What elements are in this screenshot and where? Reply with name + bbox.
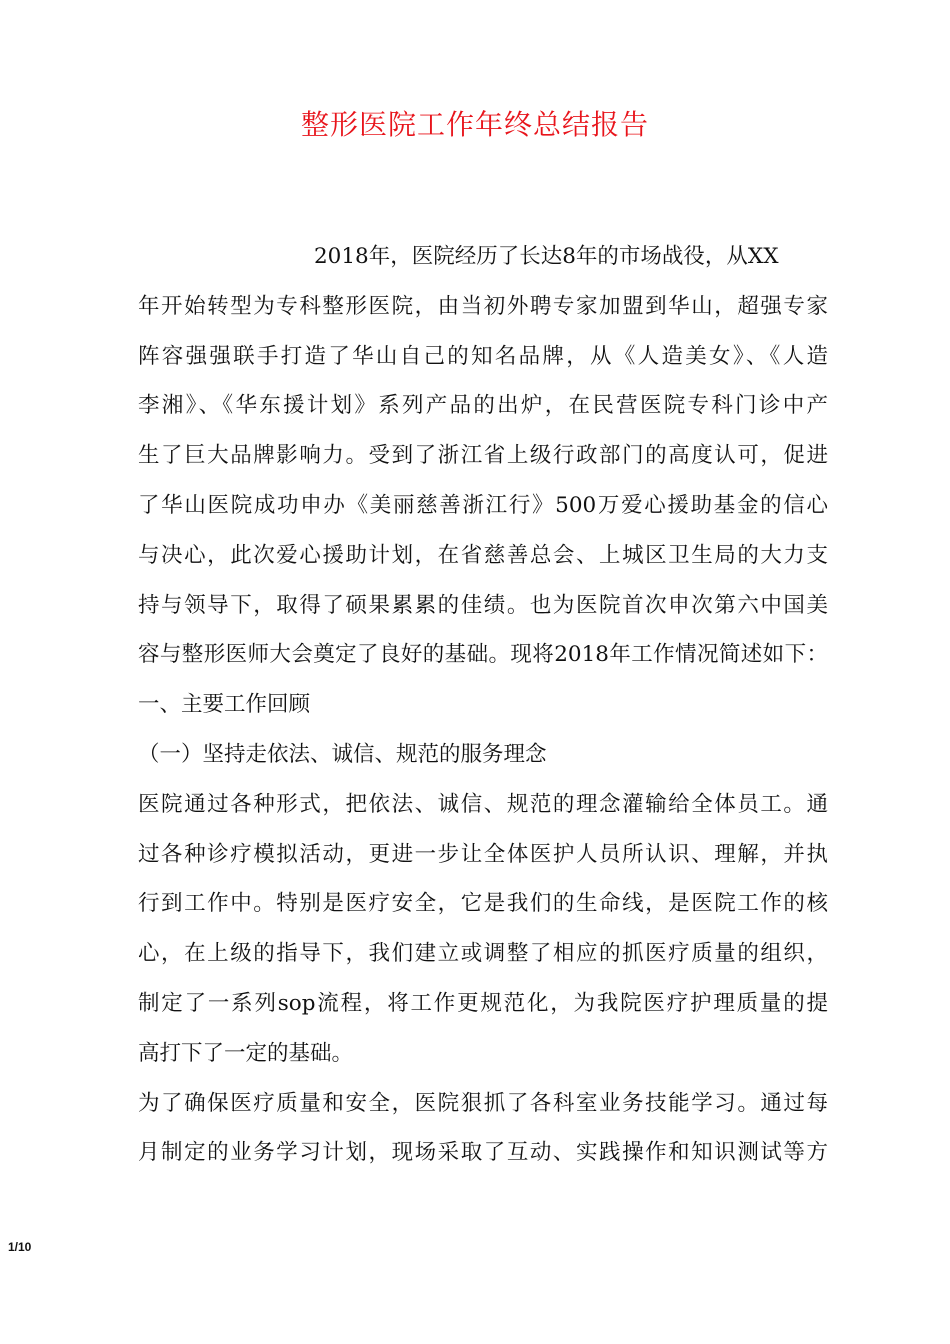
paragraph-line: 过各种诊疗模拟活动，更进一步让全体医护人员所认识、理解，并执	[138, 841, 828, 867]
paragraph-line: 为了确保医疗质量和安全，医院狠抓了各科室业务技能学习。通过每	[138, 1090, 828, 1116]
paragraph-line: 医院通过各种形式，把依法、诚信、规范的理念灌输给全体员工。通	[138, 791, 828, 817]
paragraph-line: 了华山医院成功申办《美丽慈善浙江行》500万爱心援助基金的信心	[138, 492, 828, 518]
paragraph-line: 容与整形医师大会奠定了良好的基础。现将2018年工作情况简述如下：	[138, 642, 828, 668]
paragraph-line: 与决心，此次爱心援助计划，在省慈善总会、上城区卫生局的大力支	[138, 542, 828, 568]
paragraph-line: 生了巨大品牌影响力。受到了浙江省上级行政部门的高度认可，促进	[138, 443, 828, 469]
document-body	[138, 232, 828, 1178]
paragraph-line: 行到工作中。特别是医疗安全，它是我们的生命线，是医院工作的核	[138, 891, 828, 917]
page-number: 1/10	[8, 1240, 32, 1254]
paragraph-line: 制定了一系列sop流程，将工作更规范化，为我院医疗护理质量的提	[138, 990, 828, 1016]
paragraph-line: 年开始转型为专科整形医院，由当初外聘专家加盟到华山，超强专家	[138, 293, 828, 319]
paragraph-line: 高打下了一定的基础。	[138, 1040, 354, 1066]
subsection-heading: （一）坚持走依法、诚信、规范的服务理念	[138, 741, 547, 767]
paragraph-line: 2018年，医院经历了长达8年的市场战役，从XX	[314, 244, 779, 269]
section-heading: 一、主要工作回顾	[138, 692, 311, 718]
paragraph-line: 阵容强强联手打造了华山自己的知名品牌，从《人造美女》、《人造	[138, 343, 828, 369]
paragraph-line: 持与领导下，取得了硕果累累的佳绩。也为医院首次申次第六中国美	[138, 592, 828, 618]
document-title: 整形医院工作年终总结报告	[300, 108, 649, 141]
paragraph-line: 心，在上级的指导下，我们建立或调整了相应的抓医疗质量的组织，	[138, 941, 828, 967]
paragraph-line: 李湘》、《华东援计划》系列产品的出炉，在民营医院专科门诊中产	[138, 393, 828, 419]
paragraph-line: 月制定的业务学习计划，现场采取了互动、实践操作和知识测试等方	[138, 1140, 828, 1166]
